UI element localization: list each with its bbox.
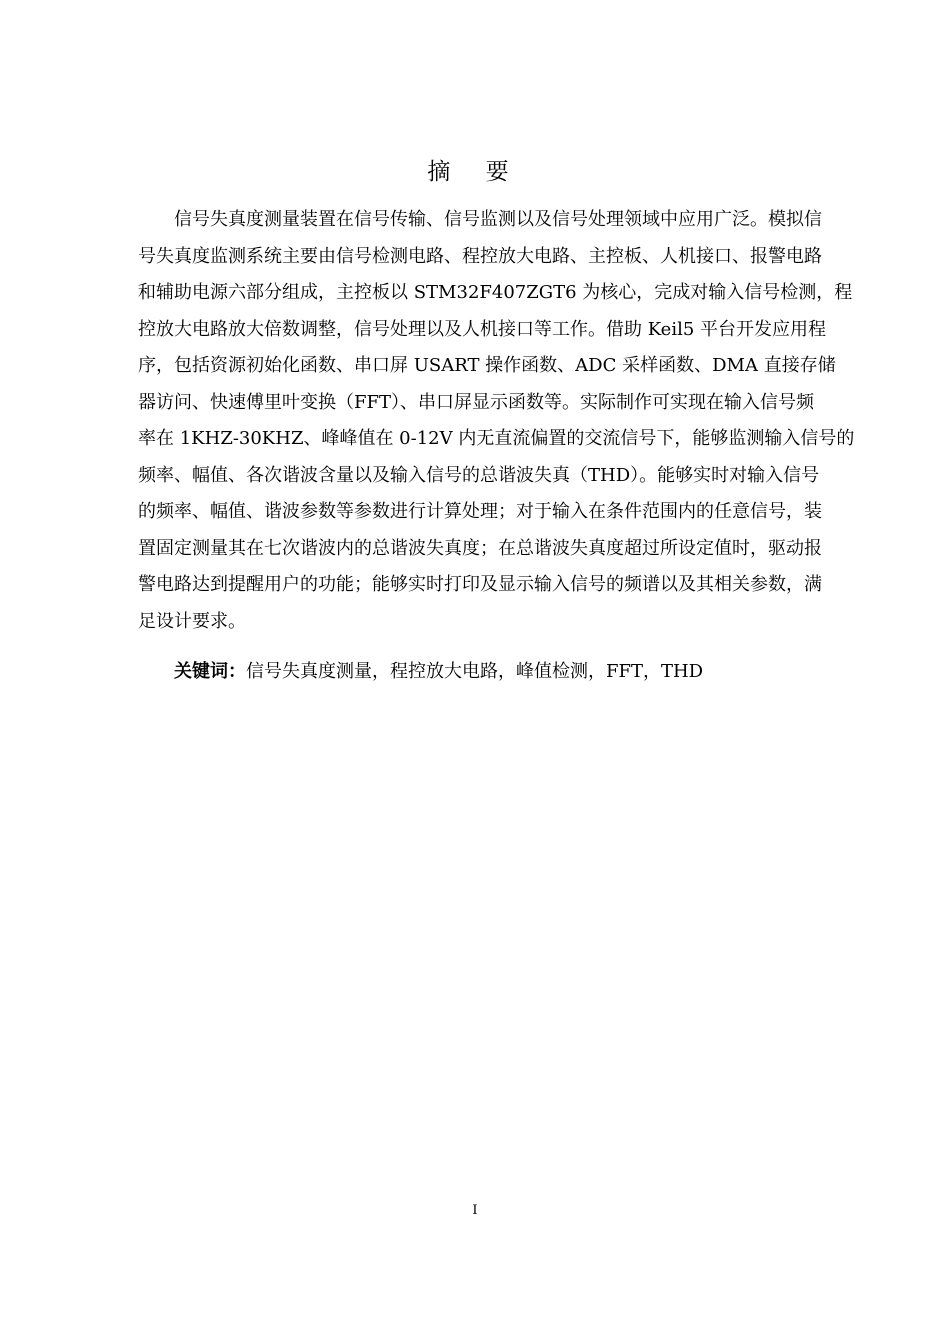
keywords-text: 信号失真度测量，程控放大电路，峰值检测，FFT，THD: [246, 661, 704, 682]
abstract-body: [138, 202, 860, 640]
abstract-line: 序，包括资源初始化函数、串口屏 USART 操作函数、ADC 采样函数、DMA 直接存储: [138, 355, 836, 376]
keywords-line: [174, 654, 860, 691]
abstract-line: 信号失真度测量装置在信号传输、信号监测以及信号处理领域中应用广泛。模拟信: [174, 209, 822, 230]
abstract-line: 器访问、快速傅里叶变换（FFT）、串口屏显示函数等。实际制作可实现在输入信号频: [138, 391, 814, 413]
abstract-line: 率在 1KHZ-30KHZ、峰峰值在 0-12V 内无直流偏置的交流信号下，能够监测输入信号的: [138, 428, 855, 449]
abstract-line: 控放大电路放大倍数调整，信号处理以及人机接口等工作。借助 Keil5 平台开发应用程: [138, 318, 827, 340]
abstract-line: 和辅助电源六部分组成，主控板以 STM32F407ZGT6 为核心，完成对输入信号检测，程: [138, 282, 853, 303]
page-number: I: [472, 1203, 478, 1218]
keywords-label: 关键词：: [174, 661, 246, 682]
abstract-line: 的频率、幅值、谐波参数等参数进行计算处理；对于输入在条件范围内的任意信号，装: [138, 501, 822, 522]
abstract-line: 足设计要求。: [138, 610, 246, 632]
abstract-line: 号失真度监测系统主要由信号检测电路、程控放大电路、主控板、人机接口、报警电路: [138, 245, 822, 267]
abstract-line: 置固定测量其在七次谐波内的总谐波失真度；在总谐波失真度超过所设定值时，驱动报: [138, 537, 822, 559]
abstract-line: 频率、幅值、各次谐波含量以及输入信号的总谐波失真（THD）。能够实时对输入信号: [138, 464, 820, 486]
page-title: 摘 要: [427, 159, 523, 185]
abstract-line: 警电路达到提醒用户的功能；能够实时打印及显示输入信号的频谱以及其相关参数，满: [138, 574, 822, 595]
